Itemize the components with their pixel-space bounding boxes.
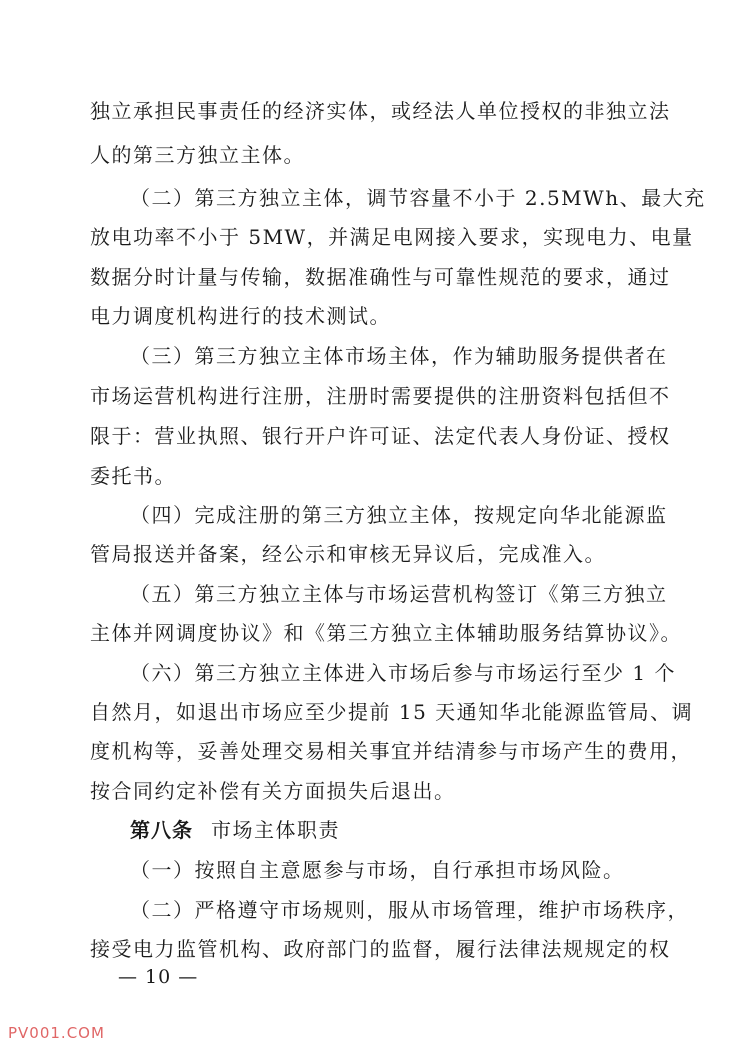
body-line: 管局报送并备案，经公示和审核无异议后，完成准入。 bbox=[90, 542, 606, 566]
body-line: （三）第三方独立主体市场主体，作为辅助服务提供者在 bbox=[130, 344, 668, 368]
article-heading-title: 市场主体职责 bbox=[211, 818, 340, 842]
body-line: 独立承担民事责任的经济实体，或经法人单位授权的非独立法 bbox=[90, 99, 671, 123]
body-line: 主体并网调度协议》和《第三方独立主体辅助服务结算协议》。 bbox=[90, 621, 682, 645]
body-line: 电力调度机构进行的技术测试。 bbox=[90, 304, 391, 328]
body-line: （二）严格遵守市场规则，服从市场管理，维护市场秩序， bbox=[130, 898, 689, 922]
watermark: PV001.COM bbox=[8, 1024, 105, 1042]
article-heading-label: 第八条 bbox=[130, 818, 193, 842]
body-line: （五）第三方独立主体与市场运营机构签订《第三方独立 bbox=[130, 582, 668, 606]
body-line: （六）第三方独立主体进入市场后参与市场运行至少 1 个 bbox=[130, 661, 676, 685]
body-line: 人的第三方独立主体。 bbox=[90, 143, 305, 167]
body-line: （一）按照自主意愿参与市场，自行承担市场风险。 bbox=[130, 858, 625, 882]
page-number: — 10 — bbox=[118, 966, 199, 988]
body-line: 放电功率不小于 5MW，并满足电网接入要求，实现电力、电量 bbox=[90, 225, 694, 249]
body-line: 委托书。 bbox=[90, 464, 176, 488]
body-line: （四）完成注册的第三方独立主体，按规定向华北能源监 bbox=[130, 503, 668, 527]
body-line: 按合同约定补偿有关方面损失后退出。 bbox=[90, 779, 456, 803]
body-line: 数据分时计量与传输，数据准确性与可靠性规范的要求，通过 bbox=[90, 265, 671, 289]
article-heading bbox=[130, 815, 662, 845]
body-line: 度机构等，妥善处理交易相关事宜并结清参与市场产生的费用， bbox=[90, 739, 692, 763]
body-line: 自然月，如退出市场应至少提前 15 天通知华北能源监管局、调 bbox=[90, 700, 694, 724]
body-line: 接受电力监管机构、政府部门的监督，履行法律法规规定的权 bbox=[90, 937, 671, 961]
body-line: 市场运营机构进行注册，注册时需要提供的注册资料包括但不 bbox=[90, 384, 671, 408]
body-line: 限于：营业执照、银行开户许可证、法定代表人身份证、授权 bbox=[90, 424, 671, 448]
body-line: （二）第三方独立主体，调节容量不小于 2.5MWh、最大充 bbox=[130, 186, 706, 210]
